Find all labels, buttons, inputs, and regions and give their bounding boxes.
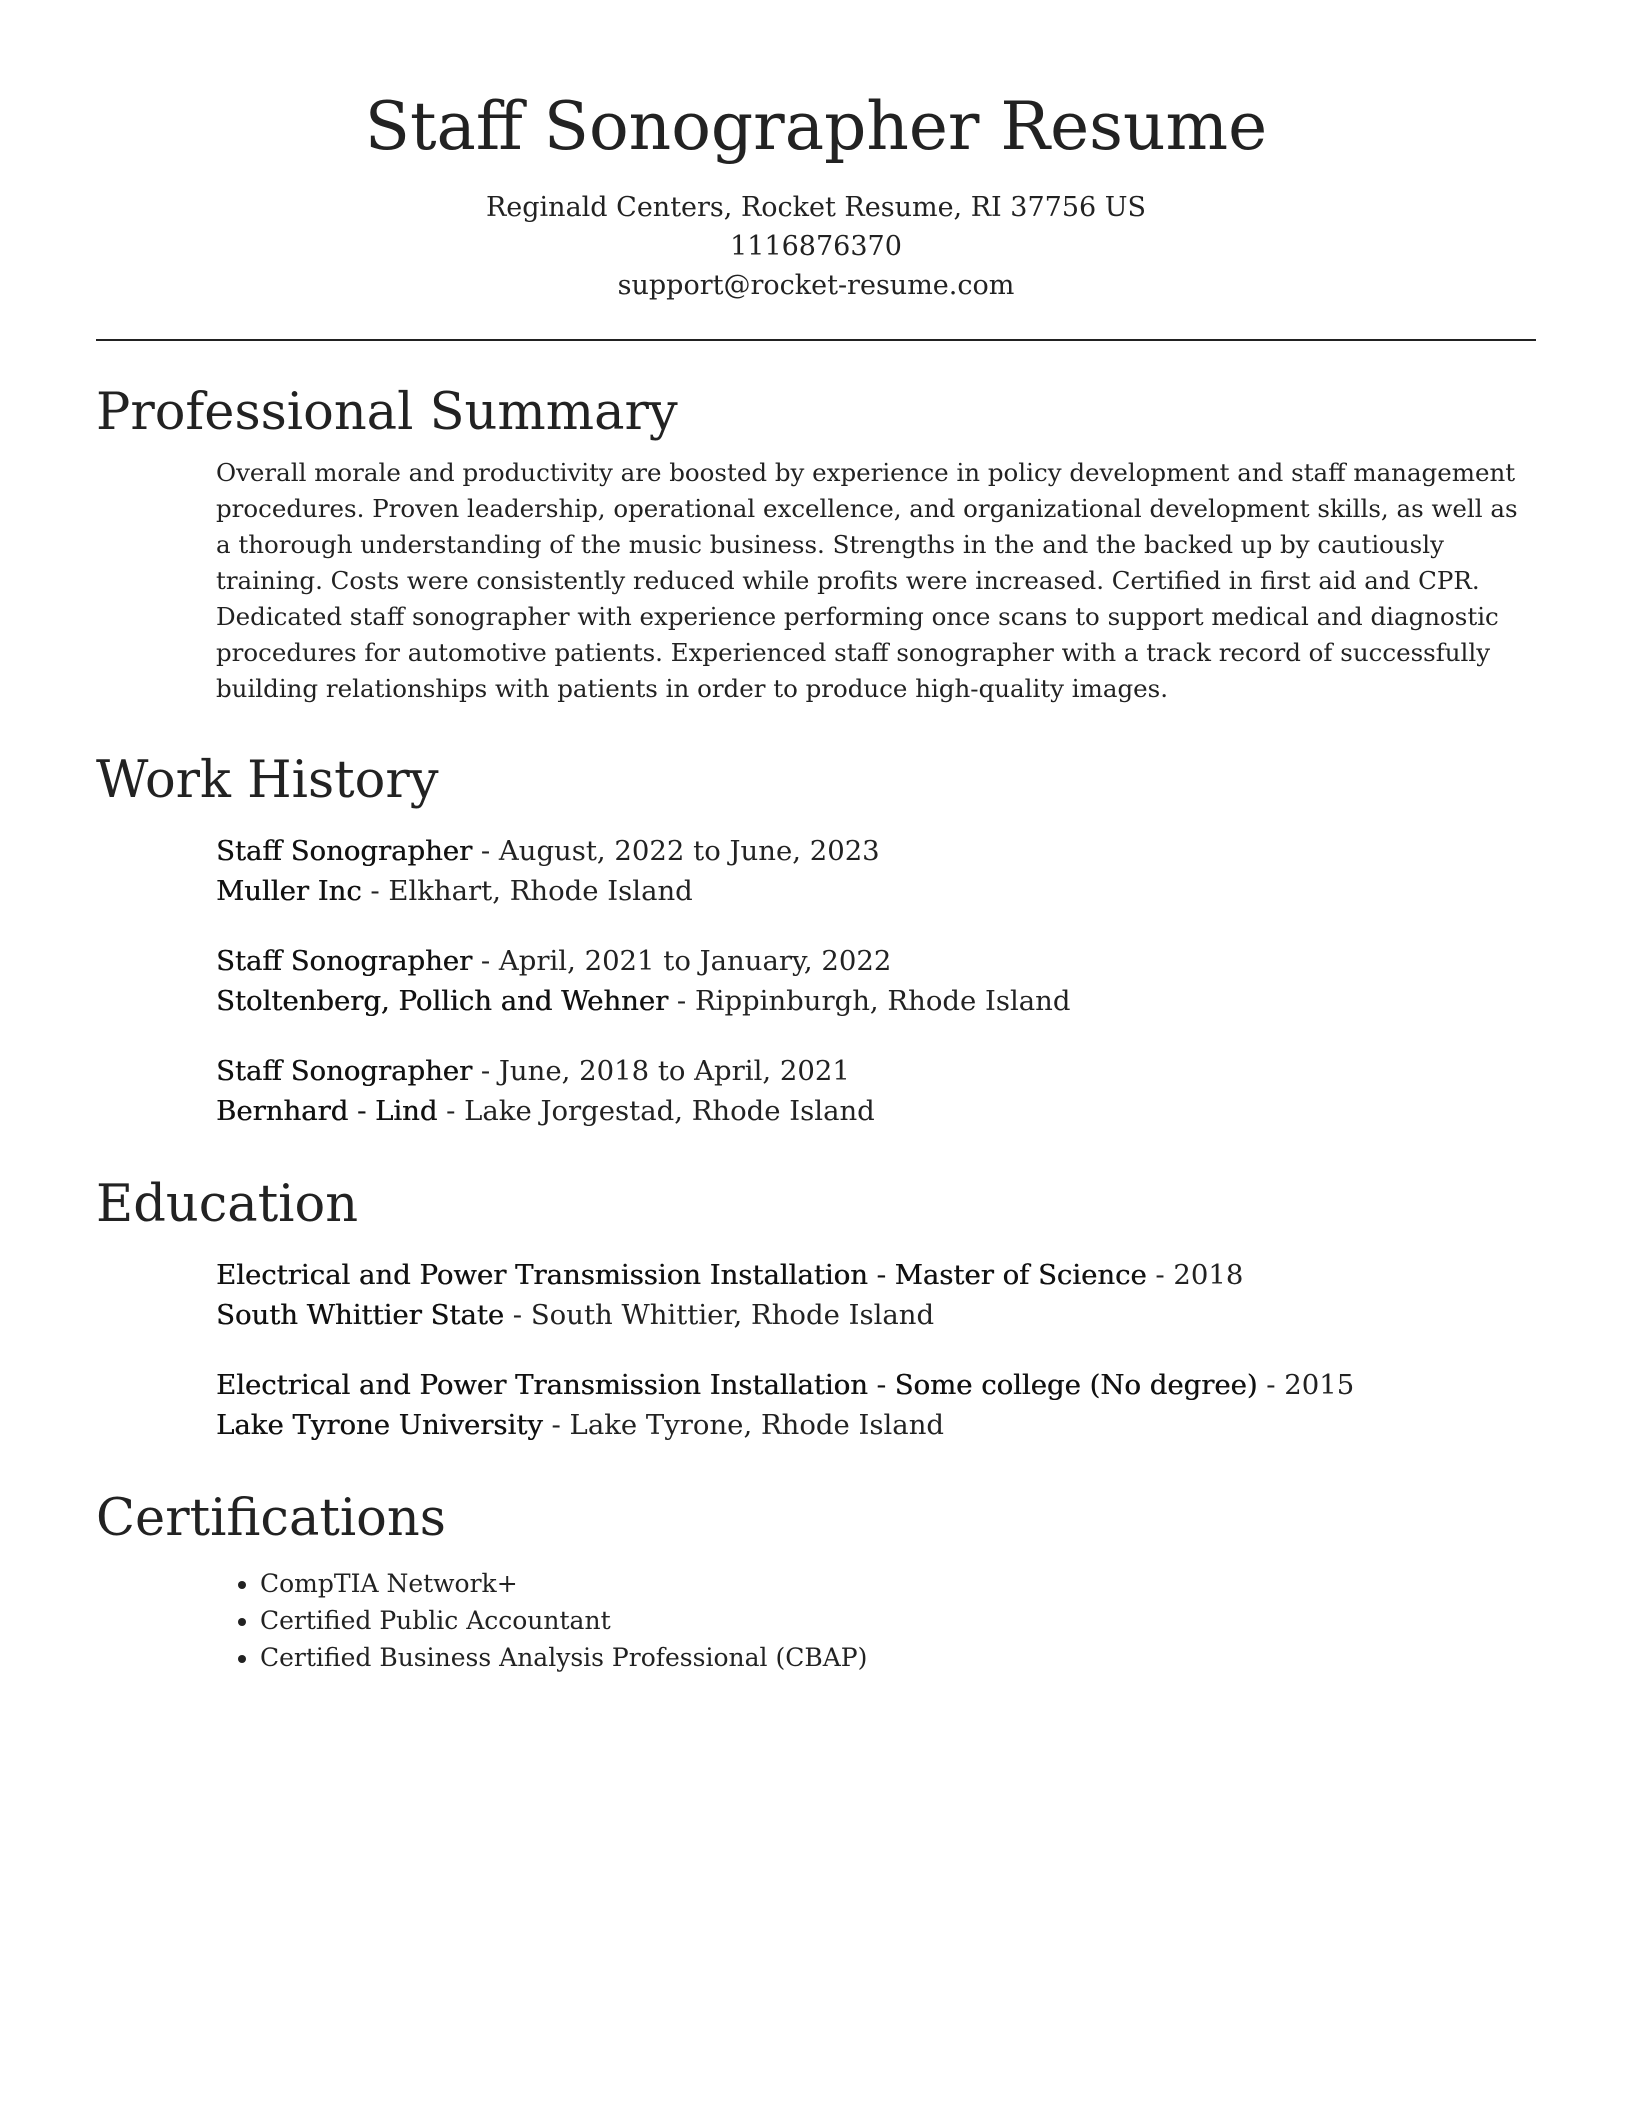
summary-heading: Professional Summary xyxy=(96,383,678,442)
resume-header xyxy=(96,0,1536,305)
education-degree: - Master of Science xyxy=(867,1259,1147,1291)
job-company: Muller Inc xyxy=(216,875,362,907)
certifications-list xyxy=(216,1565,1536,1676)
job-entry xyxy=(216,831,1536,911)
certification-item: • CompTIA Network+ xyxy=(260,1565,1536,1602)
education-location: - South Whittier, Rhode Island xyxy=(504,1299,935,1331)
job-title: Staff Sonographer xyxy=(216,945,473,977)
job-entry xyxy=(216,941,1536,1021)
job-company-line xyxy=(216,871,1536,911)
job-company-line xyxy=(216,981,1536,1021)
certifications-section xyxy=(96,1487,1536,1676)
education-entry xyxy=(216,1365,1536,1445)
education-year: - 2015 xyxy=(1257,1369,1355,1401)
job-company: Stoltenberg, Pollich and Wehner xyxy=(216,985,669,1017)
education-section xyxy=(96,1173,1536,1445)
certifications-heading: Certifications xyxy=(96,1489,446,1548)
job-dates: - August, 2022 to June, 2023 xyxy=(472,835,880,867)
job-title: Staff Sonographer xyxy=(216,835,473,867)
summary-text: Overall morale and productivity are boosted by experience in policy development and staff management procedures. Proven leadership, operational excellence, and organizational development skills, as well as a thorough understanding of the music business. Strengths in the and the backed up by cautiously training. Costs were consistently reduced while profits were increased. Certified in first aid and CPR. Dedicated staff sonographer with experience performing once scans to support medical and diagnostic procedures for automotive patients. Experienced staff sonographer with a track record of successfully building relationships with patients in order to produce high-quality images. xyxy=(216,458,1518,703)
education-field: Electrical and Power Transmission Installation xyxy=(216,1259,868,1291)
job-location: - Lake Jorgestad, Rhode Island xyxy=(437,1095,875,1127)
education-degree-line xyxy=(216,1365,1536,1405)
certification-item: • Certified Public Accountant xyxy=(260,1602,1536,1639)
job-entry xyxy=(216,1051,1536,1131)
education-entry xyxy=(216,1255,1536,1335)
job-title-line xyxy=(216,1051,1536,1091)
certification-item: • Certified Business Analysis Professional (CBAP) xyxy=(260,1639,1536,1676)
job-company: Bernhard - Lind xyxy=(216,1095,438,1127)
job-company-line xyxy=(216,1091,1536,1131)
education-year: - 2018 xyxy=(1146,1259,1244,1291)
education-location: - Lake Tyrone, Rhode Island xyxy=(542,1409,945,1441)
job-title-line xyxy=(216,941,1536,981)
contact-phone: 1116876370 xyxy=(730,231,902,262)
contact-email: support@rocket-resume.com xyxy=(617,270,1015,301)
job-location: - Elkhart, Rhode Island xyxy=(361,875,693,907)
education-degree: - Some college (No degree) xyxy=(867,1369,1258,1401)
job-title: Staff Sonographer xyxy=(216,1055,473,1087)
education-school-line xyxy=(216,1405,1536,1445)
work-history-section xyxy=(96,749,1536,1131)
job-dates: - June, 2018 to April, 2021 xyxy=(472,1055,850,1087)
summary-section xyxy=(96,381,1536,707)
education-school-line xyxy=(216,1295,1536,1335)
job-location: - Rippinburgh, Rhode Island xyxy=(668,985,1071,1017)
job-dates: - April, 2021 to January, 2022 xyxy=(472,945,892,977)
job-title-line xyxy=(216,831,1536,871)
education-heading: Education xyxy=(96,1175,359,1234)
education-degree-line xyxy=(216,1255,1536,1295)
education-school: South Whittier State xyxy=(216,1299,505,1331)
education-school: Lake Tyrone University xyxy=(216,1409,543,1441)
resume-title: Staff Sonographer Resume xyxy=(364,88,1268,165)
header-divider xyxy=(96,339,1536,341)
contact-address: Reginald Centers, Rocket Resume, RI 37756 US xyxy=(485,192,1147,223)
contact-block xyxy=(96,188,1536,305)
work-history-heading: Work History xyxy=(96,751,439,810)
education-field: Electrical and Power Transmission Installation xyxy=(216,1369,868,1401)
resume-page xyxy=(96,0,1536,1676)
